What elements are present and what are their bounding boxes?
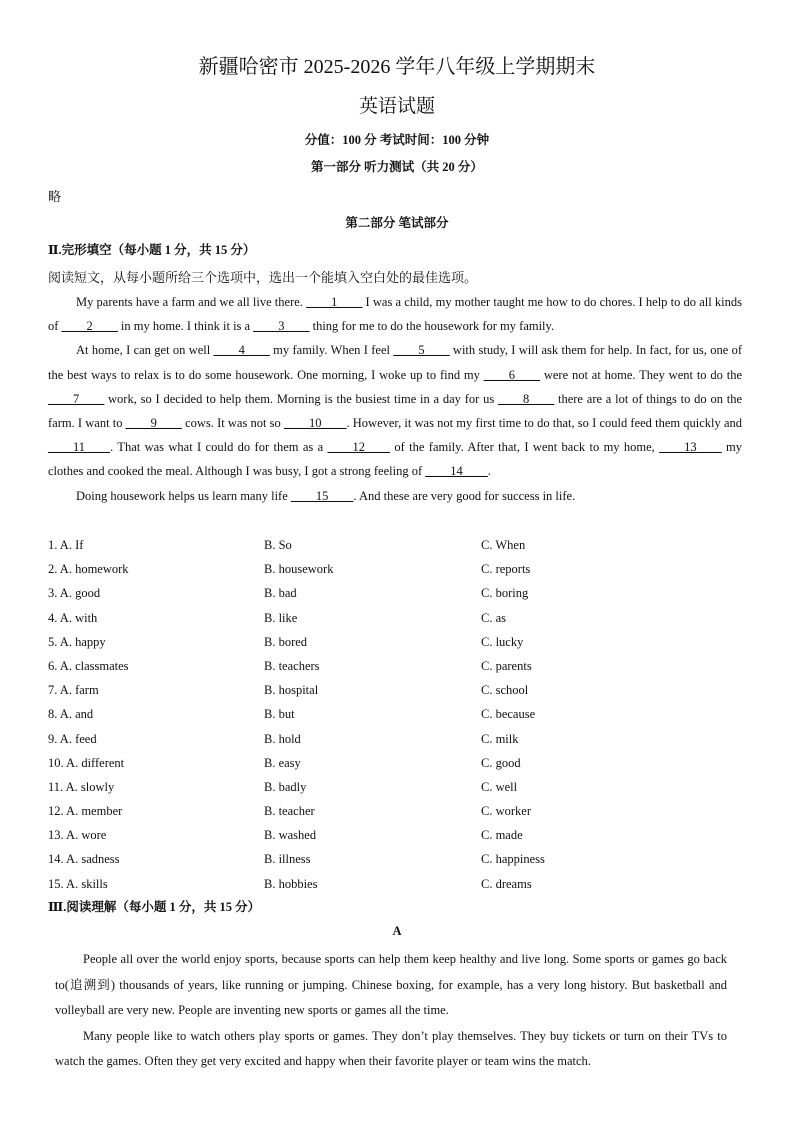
exam-title: 新疆哈密市 2025-2026 学年八年级上学期期末 [198, 56, 596, 78]
option-a: 11. A. slowly [48, 779, 115, 794]
option-row [48, 847, 748, 871]
cloze-text: there are a lot of things to do on the farm. I want to [48, 391, 742, 431]
cloze-text: were not at home. They went to do the [540, 367, 742, 382]
option-a: 1. A. If [48, 538, 84, 552]
option-row [48, 533, 748, 557]
part1-heading: 第一部分 听力测试（共 20 分） [311, 160, 483, 174]
option-a: 7. A. farm [48, 683, 99, 698]
option-c: C. school [481, 683, 529, 698]
option-b: B. hold [264, 731, 301, 746]
listening-omitted: 略 [48, 189, 62, 204]
option-c: C. happiness [481, 852, 545, 867]
cloze-text: . And these are very good for success in life. [353, 488, 576, 503]
cloze-blank: ____12____ [327, 440, 391, 455]
option-a: 5. A. happy [48, 634, 106, 649]
cloze-text: thing for me to do the housework for my family. [309, 319, 555, 334]
cloze-blank: ____13____ [659, 440, 722, 455]
option-a: 9. A. feed [48, 731, 97, 746]
cloze-blank: ____9____ [125, 416, 182, 431]
option-c: C. parents [481, 658, 532, 673]
option-row [48, 775, 748, 799]
option-b: B. So [264, 538, 292, 552]
part2-heading: 第二部分 笔试部分 [345, 216, 449, 230]
cloze-paragraph-2 [48, 338, 742, 483]
cloze-blank: ____2____ [61, 319, 118, 334]
option-c: C. boring [481, 586, 529, 601]
option-c: C. lucky [481, 634, 524, 649]
option-a: 3. A. good [48, 586, 101, 601]
option-c: C. good [481, 755, 521, 770]
cloze-text: of the family. After that, I went back to my home, [390, 440, 660, 455]
option-b: B. like [264, 610, 298, 625]
cloze-blank: ____6____ [483, 367, 540, 382]
cloze-text: I was a child, my mother taught me how to do chores. I help to do all kinds of [48, 295, 742, 334]
option-row [48, 606, 748, 630]
cloze-text: . That was what I could do for them as a [110, 440, 328, 455]
exam-subtitle: 英语试题 [358, 96, 435, 117]
cloze-heading: Ⅱ.完形填空（每小题 1 分，共 15 分） [48, 243, 256, 257]
option-row [48, 727, 748, 751]
option-b: B. hobbies [264, 876, 318, 891]
cloze-paragraph-1 [48, 290, 742, 338]
option-b: B. but [264, 707, 295, 722]
option-b: B. illness [264, 852, 311, 867]
option-b: B. bored [264, 634, 308, 649]
cloze-blank: ____10____ [283, 416, 347, 431]
option-b: B. bad [264, 586, 297, 601]
option-row [48, 581, 748, 605]
option-row [48, 630, 748, 654]
option-b: B. teacher [264, 804, 315, 819]
cloze-options [48, 533, 748, 896]
cloze-text: with study, I will ask them for help. In fact, for us, one of the best ways to relax is to do some housework. One morning, I woke up to find my [48, 343, 743, 382]
option-a: 13. A. wore [48, 828, 107, 843]
option-b: B. easy [264, 755, 301, 770]
option-row [48, 702, 748, 726]
cloze-blank: ____3____ [253, 319, 310, 334]
cloze-text: cows. It was not so [181, 416, 284, 431]
option-b: B. badly [264, 779, 307, 794]
exam-meta: 分值：100 分 考试时间：100 分钟 [304, 133, 490, 147]
option-a: 15. A. skills [48, 876, 108, 891]
cloze-blank: ____5____ [393, 343, 450, 358]
cloze-text: in my home. I think it is a [117, 319, 254, 334]
option-b: B. washed [264, 828, 317, 843]
cloze-text: Doing housework helps us learn many life [76, 488, 291, 503]
reading-passage-a [55, 947, 727, 1075]
cloze-blank: ____11____ [48, 440, 111, 455]
option-row [48, 678, 748, 702]
option-c: C. worker [481, 804, 531, 819]
option-b: B. housework [264, 562, 334, 577]
option-c: C. as [481, 610, 506, 625]
option-row [48, 823, 748, 847]
option-b: B. hospital [264, 683, 319, 698]
option-a: 10. A. different [48, 755, 125, 770]
option-row [48, 557, 748, 581]
option-a: 12. A. member [48, 804, 123, 819]
option-row [48, 654, 748, 678]
option-c: C. because [481, 707, 536, 722]
option-a: 4. A. with [48, 610, 98, 625]
option-b: B. teachers [264, 658, 320, 673]
option-a: 6. A. classmates [48, 658, 129, 673]
cloze-text: At home, I can get on well [76, 343, 214, 358]
option-c: C. made [481, 828, 523, 843]
cloze-blank: ____7____ [48, 391, 105, 406]
option-a: 14. A. sadness [48, 852, 120, 867]
option-c: C. milk [481, 731, 519, 746]
cloze-blank: ____4____ [213, 343, 270, 358]
cloze-text: my clothes and cooked the meal. Although I was busy, I got a strong feeling of [48, 440, 742, 479]
cloze-text: my family. When I feel [269, 343, 394, 358]
cloze-paragraph-3 [48, 484, 742, 508]
cloze-text: work, so I decided to help them. Morning is the busiest time in a day for us [104, 391, 498, 406]
option-c: C. reports [481, 562, 531, 577]
reading-heading: Ⅲ.阅读理解（每小题 1 分，共 15 分） [48, 900, 261, 914]
cloze-blank: ____15____ [290, 488, 354, 503]
option-row [48, 872, 748, 896]
cloze-blank: ____14____ [425, 464, 488, 479]
reading-section-label: A [392, 924, 402, 938]
reading-paragraph-2: Many people like to watch others play sports or games. They don’t play themselves. They buy tickets or turn on their TVs to watch the games. Often they get very excited and happy when their favorite player or team wins the match. [55, 1028, 727, 1068]
reading-paragraph-1: People all over the world enjoy sports, because sports can help them keep healthy and live long. Some sports or games go back to(追溯到) thousands of years, like running or jumping. Chinese boxing, for example, has a very long history. But basketball and volleyball are very new. People are inventing new sports or games all the time. [55, 952, 727, 1017]
option-c: C. dreams [481, 876, 532, 891]
cloze-passage [48, 290, 742, 508]
cloze-text: . However, it was not my first time to do that, so I could feed them quickly and [346, 416, 742, 431]
option-a: 2. A. homework [48, 562, 129, 577]
option-row [48, 799, 748, 823]
option-a: 8. A. and [48, 707, 94, 722]
option-row [48, 751, 748, 775]
option-c: C. well [481, 779, 518, 794]
cloze-blank: ____8____ [497, 391, 555, 406]
cloze-blank: ____1____ [306, 295, 363, 309]
cloze-text: My parents have a farm and we all live there. [76, 295, 307, 309]
option-c: C. When [481, 538, 526, 552]
cloze-instruction: 阅读短文，从每小题所给三个选项中，选出一个能填入空白处的最佳选项。 [48, 270, 478, 285]
cloze-text: . [487, 464, 491, 479]
